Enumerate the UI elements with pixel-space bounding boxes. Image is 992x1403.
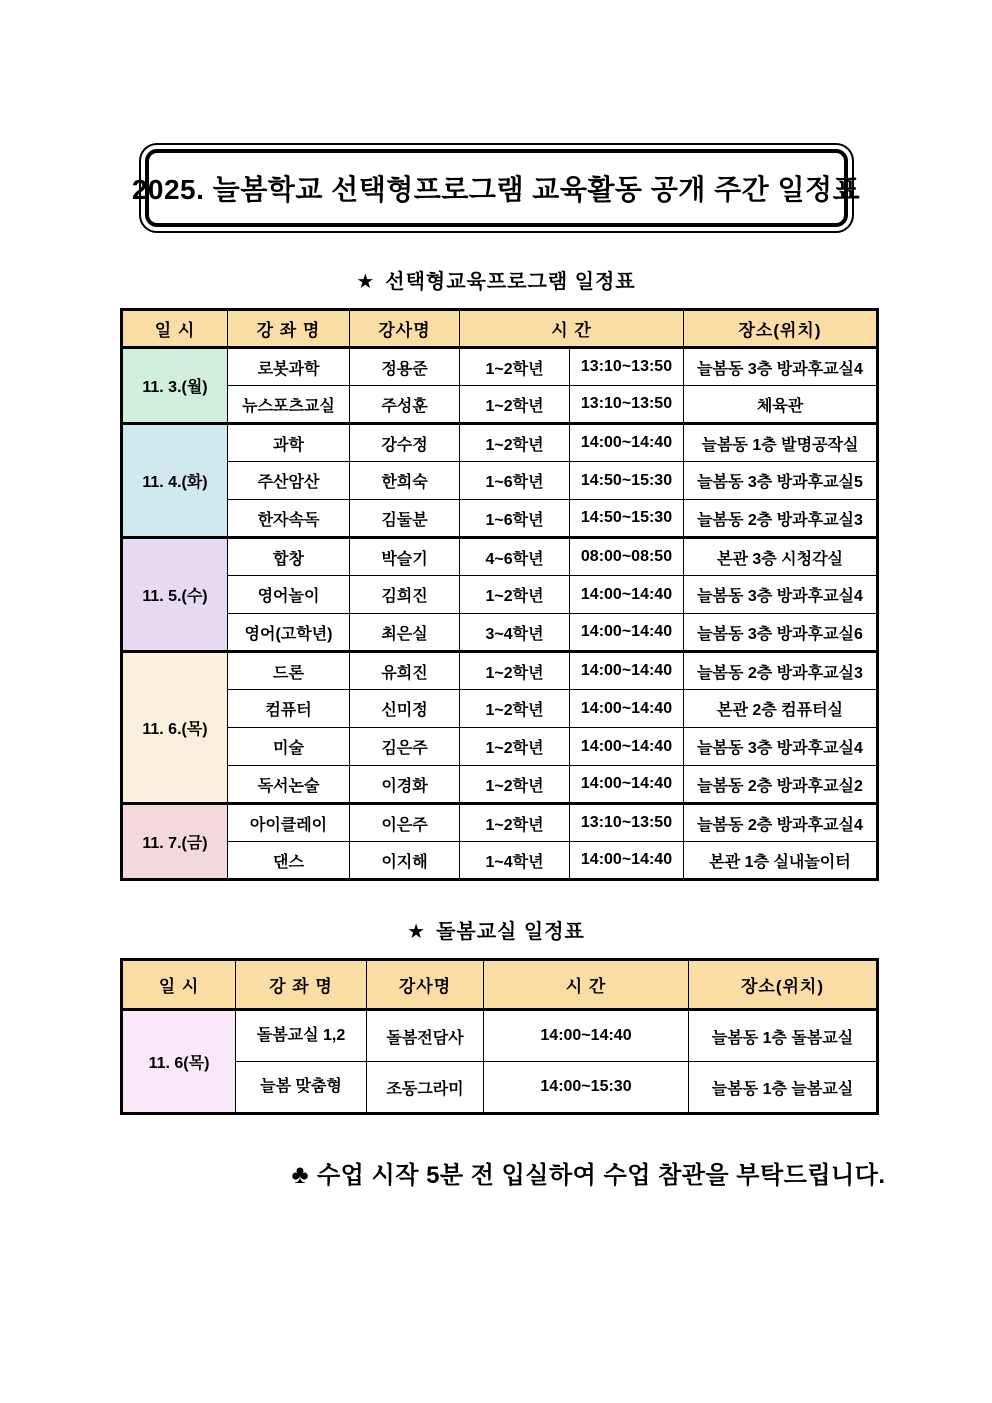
course-cell: 영어놀이: [228, 576, 350, 614]
place-cell: 늘봄동 1층 늘봄교실: [689, 1062, 878, 1114]
teacher-cell: 돌봄전담사: [367, 1010, 484, 1062]
time-cell: 14:50~15:30: [570, 500, 684, 538]
grade-cell: 1~2학년: [460, 690, 570, 728]
course-cell: 한자속독: [228, 500, 350, 538]
table-row: [122, 614, 878, 652]
time-cell: 13:10~13:50: [570, 386, 684, 424]
title-box-inner: [131, 149, 861, 227]
course-cell: 로봇과학: [228, 348, 350, 386]
table1-header: [122, 310, 878, 348]
course-cell: 늘봄 맞춤형: [236, 1062, 367, 1114]
table-row: [122, 348, 878, 386]
table-row: [122, 576, 878, 614]
table2-header: [122, 960, 878, 1010]
table-row: [122, 500, 878, 538]
time-cell: 14:00~14:40: [484, 1010, 689, 1062]
teacher-cell: 주성훈: [350, 386, 460, 424]
teacher-cell: 정용준: [350, 348, 460, 386]
star-icon: ★: [407, 921, 427, 943]
section1-heading: [0, 265, 992, 294]
table-row: [122, 804, 878, 842]
place-cell: 늘봄동 3층 방과후교실4: [684, 576, 878, 614]
teacher-cell: 김둘분: [350, 500, 460, 538]
table-row: [122, 538, 878, 576]
grade-cell: 1~2학년: [460, 766, 570, 804]
grade-cell: 4~6학년: [460, 538, 570, 576]
time-cell: 14:00~14:40: [570, 652, 684, 690]
date-cell: 11. 6(목): [122, 1010, 236, 1114]
time-cell: 13:10~13:50: [570, 348, 684, 386]
place-cell: 체육관: [684, 386, 878, 424]
grade-cell: 1~2학년: [460, 348, 570, 386]
col-header-datetime: 일 시: [122, 960, 236, 1010]
course-cell: 돌봄교실 1,2: [236, 1010, 367, 1062]
teacher-cell: 유희진: [350, 652, 460, 690]
time-cell: 08:00~08:50: [570, 538, 684, 576]
course-cell: 주산암산: [228, 462, 350, 500]
col-header-teacher: 강사명: [367, 960, 484, 1010]
teacher-cell: 김은주: [350, 728, 460, 766]
place-cell: 늘봄동 2층 방과후교실3: [684, 652, 878, 690]
table-row: [122, 728, 878, 766]
table-row: [122, 1062, 878, 1114]
col-header-time: 시 간: [460, 310, 684, 348]
grade-cell: 1~2학년: [460, 728, 570, 766]
place-cell: 늘봄동 3층 방과후교실6: [684, 614, 878, 652]
elective-program-schedule-table: [120, 308, 879, 881]
teacher-cell: 김희진: [350, 576, 460, 614]
club-icon: ♣: [291, 1159, 309, 1189]
course-cell: 댄스: [228, 842, 350, 880]
grade-cell: 1~2학년: [460, 804, 570, 842]
grade-cell: 1~4학년: [460, 842, 570, 880]
star-icon: ★: [356, 271, 376, 293]
time-cell: 14:00~14:40: [570, 728, 684, 766]
col-header-time: 시 간: [484, 960, 689, 1010]
place-cell: 늘봄동 3층 방과후교실4: [684, 348, 878, 386]
grade-cell: 1~2학년: [460, 652, 570, 690]
table1-header-row: [122, 310, 878, 348]
time-cell: 14:00~14:40: [570, 424, 684, 462]
table-row: [122, 386, 878, 424]
col-header-place: 장소(위치): [684, 310, 878, 348]
course-cell: 컴퓨터: [228, 690, 350, 728]
grade-cell: 1~6학년: [460, 500, 570, 538]
time-cell: 14:00~15:30: [484, 1062, 689, 1114]
course-cell: 독서논술: [228, 766, 350, 804]
date-cell: 11. 7.(금): [122, 804, 228, 880]
grade-cell: 1~6학년: [460, 462, 570, 500]
teacher-cell: 박슬기: [350, 538, 460, 576]
course-cell: 미술: [228, 728, 350, 766]
place-cell: 늘봄동 2층 방과후교실3: [684, 500, 878, 538]
time-cell: 14:00~14:40: [570, 614, 684, 652]
date-cell: 11. 3.(월): [122, 348, 228, 424]
section1-heading-text: 선택형교육프로그램 일정표: [385, 271, 636, 293]
section2-heading-text: 돌봄교실 일정표: [436, 921, 585, 943]
course-cell: 뉴스포츠교실: [228, 386, 350, 424]
time-cell: 13:10~13:50: [570, 804, 684, 842]
table-row: [122, 652, 878, 690]
course-cell: 과학: [228, 424, 350, 462]
grade-cell: 1~2학년: [460, 576, 570, 614]
place-cell: 늘봄동 3층 방과후교실4: [684, 728, 878, 766]
section2-heading: [0, 915, 992, 944]
col-header-datetime: 일 시: [122, 310, 228, 348]
page-title: 2025. 늘봄학교 선택형프로그램 교육활동 공개 주간 일정표: [131, 174, 861, 205]
table2-header-row: [122, 960, 878, 1010]
table-row: [122, 766, 878, 804]
date-cell: 11. 5.(수): [122, 538, 228, 652]
col-header-place: 장소(위치): [689, 960, 878, 1010]
teacher-cell: 이은주: [350, 804, 460, 842]
course-cell: 드론: [228, 652, 350, 690]
date-cell: 11. 4.(화): [122, 424, 228, 538]
teacher-cell: 신미정: [350, 690, 460, 728]
time-cell: 14:00~14:40: [570, 690, 684, 728]
time-cell: 14:50~15:30: [570, 462, 684, 500]
time-cell: 14:00~14:40: [570, 766, 684, 804]
date-cell: 11. 6.(목): [122, 652, 228, 804]
teacher-cell: 이지해: [350, 842, 460, 880]
table-row: [122, 1010, 878, 1062]
teacher-cell: 최은실: [350, 614, 460, 652]
table-row: [122, 842, 878, 880]
table-row: [122, 424, 878, 462]
col-header-course: 강 좌 명: [236, 960, 367, 1010]
grade-cell: 1~2학년: [460, 424, 570, 462]
teacher-cell: 이경화: [350, 766, 460, 804]
table-row: [122, 462, 878, 500]
grade-cell: 3~4학년: [460, 614, 570, 652]
place-cell: 늘봄동 1층 돌봄교실: [689, 1010, 878, 1062]
footer-note: [185, 1155, 992, 1190]
place-cell: 늘봄동 1층 발명공작실: [684, 424, 878, 462]
care-class-schedule-table: [120, 958, 879, 1115]
place-cell: 늘봄동 3층 방과후교실5: [684, 462, 878, 500]
time-cell: 14:00~14:40: [570, 842, 684, 880]
footer-note-text: 수업 시작 5분 전 입실하여 수업 참관을 부탁드립니다.: [317, 1162, 886, 1189]
course-cell: 영어(고학년): [228, 614, 350, 652]
place-cell: 늘봄동 2층 방과후교실4: [684, 804, 878, 842]
time-cell: 14:00~14:40: [570, 576, 684, 614]
teacher-cell: 조동그라미: [367, 1062, 484, 1114]
place-cell: 늘봄동 2층 방과후교실2: [684, 766, 878, 804]
grade-cell: 1~2학년: [460, 386, 570, 424]
teacher-cell: 한희숙: [350, 462, 460, 500]
place-cell: 본관 3층 시청각실: [684, 538, 878, 576]
col-header-teacher: 강사명: [350, 310, 460, 348]
col-header-course: 강 좌 명: [228, 310, 350, 348]
title-box: [131, 143, 861, 233]
place-cell: 본관 2층 컴퓨터실: [684, 690, 878, 728]
course-cell: 합창: [228, 538, 350, 576]
teacher-cell: 강수정: [350, 424, 460, 462]
place-cell: 본관 1층 실내놀이터: [684, 842, 878, 880]
course-cell: 아이클레이: [228, 804, 350, 842]
table-row: [122, 690, 878, 728]
